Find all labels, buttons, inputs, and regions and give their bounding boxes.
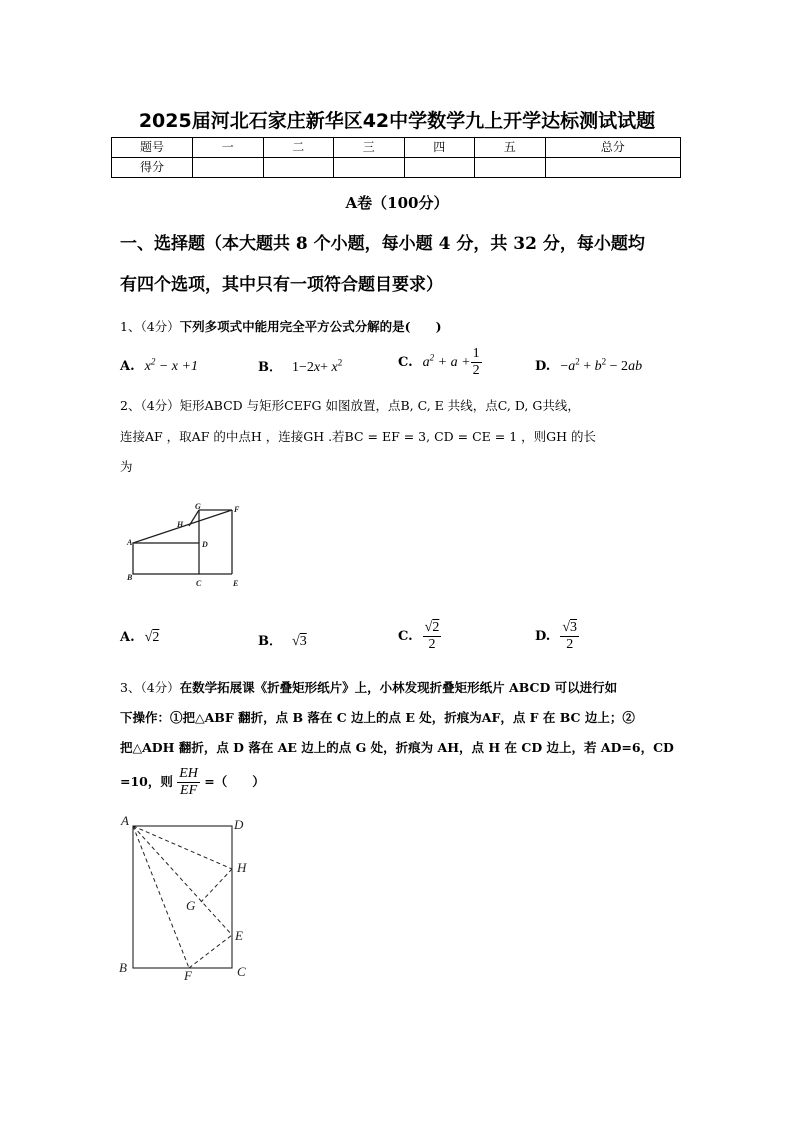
- option-text: $x^2 - x +1$: [144, 356, 198, 374]
- fraction: $\frac{√3}{2}$: [562, 620, 578, 652]
- label-H: H: [177, 520, 184, 529]
- question-number: 1、: [120, 319, 141, 334]
- question-text-prefix: =10，则: [120, 774, 173, 789]
- question-2-figure: [118, 500, 258, 595]
- option-label: B．: [258, 360, 282, 375]
- question-2-option-c: [398, 620, 441, 653]
- question-text: 在数学拓展课《折叠矩形纸片》上，小林发现折叠矩形纸片 ABCD 可以进行如: [179, 680, 618, 695]
- label-C: C: [196, 579, 202, 588]
- label-C: C: [237, 964, 246, 979]
- score-cell: [193, 158, 264, 178]
- option-text: $-a^2 + b^2 - 2ab$: [560, 356, 643, 374]
- score-table-header-row: [112, 138, 681, 158]
- label-F: F: [184, 968, 192, 983]
- question-1-option-d: [535, 356, 642, 375]
- score-table-score-row: [112, 158, 681, 178]
- question-points: （4分）: [140, 319, 180, 334]
- question-1-option-c: [398, 346, 482, 379]
- score-cell: [263, 158, 334, 178]
- score-cell: [475, 158, 546, 178]
- question-text: 下列多项式中能用完全平方公式分解的是( ): [179, 319, 442, 334]
- header-cell-total: 总分: [545, 138, 681, 158]
- score-cell: [545, 158, 681, 178]
- part-one-heading-line1: 一、选择题（本大题共 8 个小题，每小题 4 分，共 32 分，每小题均: [120, 234, 645, 254]
- label-F: F: [234, 505, 240, 514]
- header-cell-part-4: 四: [404, 138, 475, 158]
- option-label: C.: [398, 355, 413, 370]
- label-G: G: [186, 898, 196, 913]
- question-2-option-b: [258, 630, 307, 650]
- exam-title: 2025届河北石家庄新华区42中学数学九上开学达标测试试题: [138, 110, 656, 132]
- score-cell: [404, 158, 475, 178]
- question-points: （4分）: [140, 398, 180, 413]
- option-label: B．: [258, 634, 282, 649]
- question-points: （4分）: [140, 680, 180, 695]
- option-text: $1-2x+ x^2$: [292, 357, 343, 375]
- question-3-stem-line1: [120, 679, 690, 697]
- question-3-stem-line3: 把△ADH 翻折，点 D 落在 AE 边上的点 G 处，折痕为 AH，点 H 在 CD 边上，若 AD=6，CD: [120, 740, 674, 755]
- question-2-stem-line1: [120, 397, 690, 415]
- fraction-eh-over-ef: $\frac{EH}{EF}$: [179, 766, 198, 798]
- question-2-option-a: [120, 630, 159, 646]
- label-E: E: [235, 928, 243, 943]
- header-cell-part-5: 五: [475, 138, 546, 158]
- option-text: √2: [144, 630, 160, 645]
- header-cell-part-1: 一: [193, 138, 264, 158]
- score-cell: [334, 158, 405, 178]
- question-1-stem: [120, 318, 690, 336]
- part-one-heading-line2: 有四个选项，其中只有一项符合题目要求）: [120, 275, 443, 295]
- question-3-stem-line2: 下操作：①把△ABF 翻折，点 B 落在 C 边上的点 E 处，折痕为AF，点 F 在 BC 边上；②: [120, 710, 635, 725]
- label-D: D: [202, 540, 208, 549]
- option-label: D.: [535, 629, 551, 644]
- label-E: E: [233, 579, 239, 588]
- label-H: H: [237, 860, 247, 875]
- fraction: $\frac{1}{2}$: [472, 346, 480, 378]
- option-label: C.: [398, 629, 413, 644]
- header-cell-part-2: 二: [263, 138, 334, 158]
- header-cell-question-no: 题号: [112, 138, 193, 158]
- row-label-score: 得分: [112, 158, 193, 178]
- question-2-option-d: [535, 620, 579, 653]
- label-B: B: [119, 960, 127, 975]
- label-A: A: [121, 813, 129, 828]
- option-label: D.: [535, 358, 551, 374]
- question-3-figure: [115, 812, 265, 984]
- question-3-stem-line4: [120, 766, 690, 799]
- header-cell-part-3: 三: [334, 138, 405, 158]
- option-text: $a^2 + a$ +: [422, 352, 471, 370]
- option-text: √3: [292, 634, 307, 649]
- question-2-stem-line2: 连接AF ，取AF 的中点H ，连接GH .若BC = EF = 3, CD = CE = 1 ，则GH 的长: [120, 429, 596, 444]
- option-label: A.: [120, 630, 135, 645]
- question-text-suffix: =（ ）: [204, 774, 265, 789]
- paper-section-label: A卷（100分）: [345, 194, 449, 212]
- label-A: A: [127, 538, 133, 547]
- question-text: 矩形ABCD 与矩形CEFG 如图放置，点B, C, E 共线，点C, D, G共线，: [179, 398, 580, 413]
- label-D: D: [234, 817, 244, 832]
- label-B: B: [127, 573, 133, 582]
- fraction: $\frac{√2}{2}$: [424, 620, 440, 652]
- question-number: 2、: [120, 398, 141, 413]
- option-label: A.: [120, 358, 135, 374]
- score-table: [111, 137, 681, 178]
- question-1-option-b: [258, 356, 342, 376]
- question-2-stem-line3: 为: [120, 459, 133, 474]
- question-number: 3、: [120, 680, 141, 695]
- question-1-option-a: [120, 356, 198, 375]
- label-G: G: [195, 502, 201, 511]
